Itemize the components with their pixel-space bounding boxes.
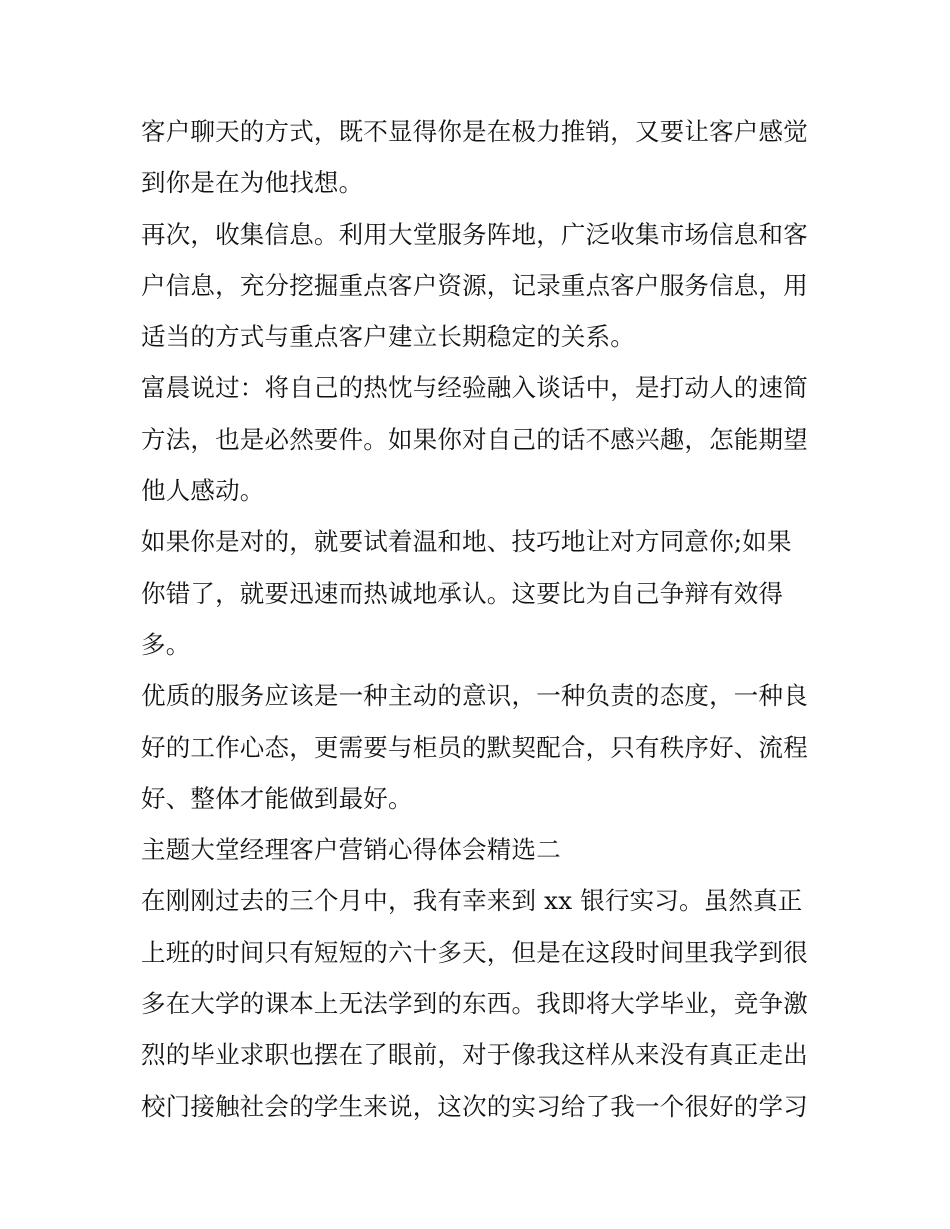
text-line: 户信息，充分挖掘重点客户资源，记录重点客户服务信息，用	[141, 270, 808, 300]
text-line: 多在大学的课本上无法学到的东西。我即将大学毕业，竞争激	[141, 989, 808, 1019]
text-line: 方法，也是必然要件。如果你对自己的话不感兴趣，怎能期望	[141, 424, 808, 454]
text-line: 适当的方式与重点客户建立长期稳定的关系。	[141, 322, 635, 352]
section-heading: 主题大堂经理客户营销心得体会精选二	[141, 835, 561, 865]
document-body	[141, 106, 821, 1132]
text-line: 在刚刚过去的三个月中，我有幸来到 xx 银行实习。虽然真正	[141, 886, 803, 916]
text-line: 他人感动。	[141, 476, 265, 506]
text-line: 到你是在为他找想。	[141, 168, 364, 198]
text-line: 你错了，就要迅速而热诚地承认。这要比为自己争辩有效得	[141, 578, 784, 608]
text-line: 烈的毕业求职也摆在了眼前，对于像我这样从来没有真正走出	[141, 1040, 808, 1070]
text-line: 校门接触社会的学生来说，这次的实习给了我一个很好的学习	[141, 1091, 808, 1121]
text-line: 优质的服务应该是一种主动的意识，一种负责的态度，一种良	[141, 681, 808, 711]
text-line: 如果你是对的，就要试着温和地、技巧地让对方同意你;如果	[141, 527, 792, 557]
text-line: 多。	[141, 629, 191, 659]
text-line: 再次，收集信息。利用大堂服务阵地，广泛收集市场信息和客	[141, 219, 808, 249]
text-line: 富晨说过：将自己的热忱与经验融入谈话中，是打动人的速简	[141, 373, 808, 403]
text-line: 客户聊天的方式，既不显得你是在极力推销，又要让客户感觉	[141, 117, 808, 146]
text-line: 好的工作心态，更需要与柜员的默契配合，只有秩序好、流程	[141, 732, 808, 762]
text-line: 上班的时间只有短短的六十多天，但是在这段时间里我学到很	[141, 937, 808, 967]
text-line: 好、整体才能做到最好。	[141, 783, 413, 813]
